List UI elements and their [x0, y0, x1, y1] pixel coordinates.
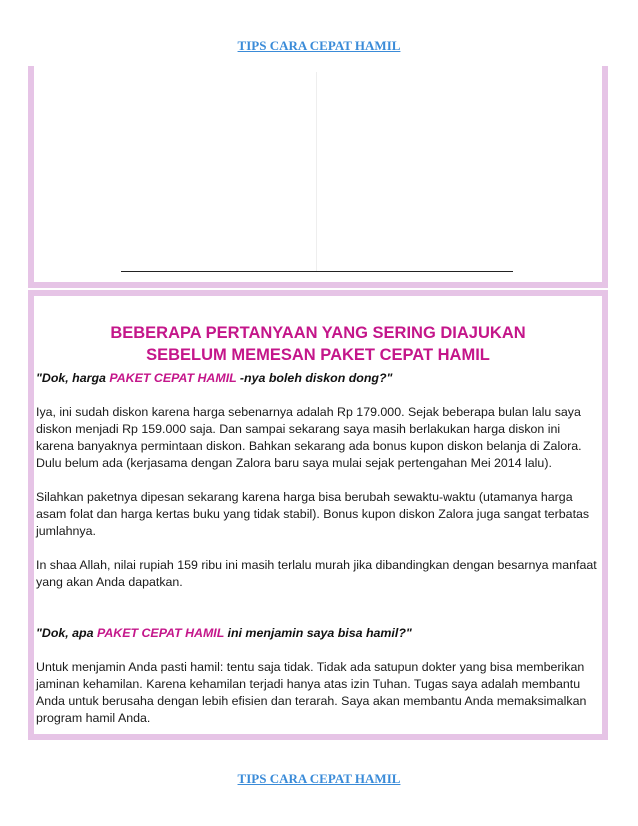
- frame-border-bottom: [28, 282, 608, 288]
- footer-link[interactable]: TIPS CARA CEPAT HAMIL: [237, 771, 401, 786]
- answer-1-paragraph-3: In shaa Allah, nilai rupiah 159 ribu ini masih terlalu murah jika dibandingkan dengan besarnya manfaat yang akan Anda dapatkan.: [36, 558, 597, 589]
- frame-border-left: [28, 66, 34, 288]
- frame-border-left: [28, 290, 34, 740]
- question-text: -nya boleh diskon dong?": [236, 371, 393, 385]
- frame-border-right: [602, 290, 608, 740]
- embed-frame: [28, 66, 608, 288]
- section-title-line1: BEBERAPA PERTANYAAN YANG SERING DIAJUKAN: [110, 324, 526, 342]
- frame-divider: [316, 72, 317, 272]
- question-1: [36, 370, 600, 387]
- horizontal-rule: [121, 271, 513, 272]
- section-title-line2: SEBELUM MEMESAN PAKET CEPAT HAMIL: [146, 346, 490, 364]
- article-content: [36, 322, 600, 744]
- product-highlight: PAKET CEPAT HAMIL: [96, 626, 225, 640]
- answer-1-paragraph-1: Iya, ini sudah diskon karena harga sebenarnya adalah Rp 179.000. Sejak beberapa bulan lalu saya diskon menjadi Rp 159.000 saja. Dan sampai sekarang saya masih berlakukan harga diskon ini karena banyaknya permintaan diskon. Bahkan sekarang ada bonus kupon diskon belanja di Zalora. Dulu belum ada (kerjasama dengan Zalora baru saya mulai sejak pertengahan Mei 2014 lalu).: [36, 405, 582, 470]
- answer-1-paragraph-2: Silahkan paketnya dipesan sekarang karena harga bisa berubah sewaktu-waktu (utamanya harga asam folat dan harga kertas buku yang tidak stabil). Bonus kupon diskon Zalora juga sangat terbatas jumlahnya.: [36, 490, 590, 538]
- header-link[interactable]: TIPS CARA CEPAT HAMIL: [237, 38, 401, 53]
- frame-border-top: [28, 290, 608, 296]
- answer-2-paragraph-1: Untuk menjamin Anda pasti hamil: tentu saja tidak. Tidak ada satupun dokter yang bisa memberikan jaminan kehamilan. Karena kehamilan terjadi hanya atas izin Tuhan. Tugas saya adalah membantu Anda untuk berusaha dengan lebih efisien dan terarah. Saya akan membantu Anda memaksimalkan program hamil Anda.: [36, 660, 587, 725]
- section-title: [36, 322, 600, 366]
- question-text: "Dok, apa: [36, 626, 97, 640]
- product-highlight: PAKET CEPAT HAMIL: [109, 371, 237, 385]
- question-text: "Dok, harga: [36, 371, 110, 385]
- question-2: [36, 625, 600, 642]
- frame-border-right: [602, 66, 608, 288]
- question-text: ini menjamin saya bisa hamil?": [224, 626, 412, 640]
- spacer: [36, 608, 600, 625]
